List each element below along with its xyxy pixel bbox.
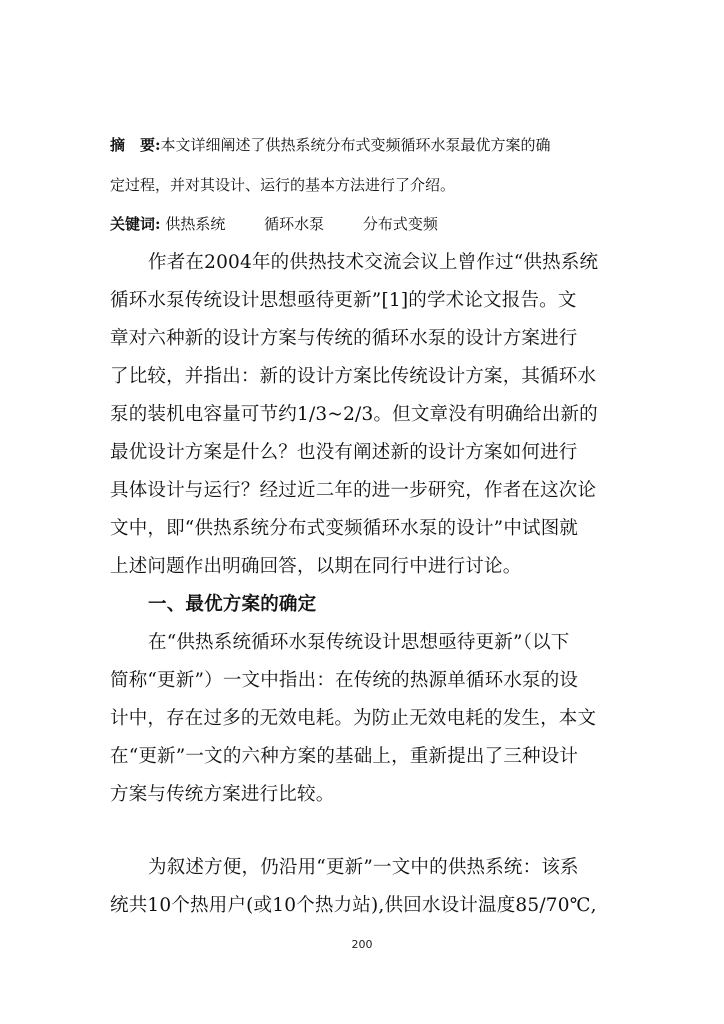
paragraph1-line-8: 文中，即“供热系统分布式变频循环水泵的设计”中试图就 <box>110 518 579 539</box>
keywords-label: 关键词: <box>110 215 161 233</box>
paragraph1-line-9: 上述问题作出明确回答，以期在同行中进行讨论。 <box>110 556 522 577</box>
paragraph1-line-5: 泵的装机电容量可节约1/3~2/3。但文章没有明确给出新的 <box>110 404 598 425</box>
section-heading: 一、最优方案的确定 <box>148 594 317 615</box>
page-number: 200 <box>351 938 373 951</box>
abstract-label: 摘 要: <box>110 136 161 154</box>
paragraph2-line-5: 方案与传统方案进行比较。 <box>110 784 335 805</box>
paragraph1-line-1: 作者在2004年的供热技术交流会议上曾作过“供热系统 <box>148 252 599 273</box>
abstract-line-2: 定过程，并对其设计、运行的基本方法进行了介绍。 <box>110 176 456 194</box>
keyword-3: 分布式变频 <box>362 215 438 233</box>
paragraph1-line-3: 章对六种新的设计方案与传统的循环水泵的设计方案进行 <box>110 328 578 349</box>
paragraph2-line-3: 计中，存在过多的无效电耗。为防止无效电耗的发生，本文 <box>110 708 597 729</box>
keyword-2: 循环水泵 <box>264 215 325 233</box>
paragraph1-line-7: 具体设计与运行？经过近二年的进一步研究，作者在这次论 <box>110 480 597 501</box>
abstract-line-1 <box>110 134 551 155</box>
paragraph3-line-1: 为叙述方便，仍沿用“更新”一文中的供热系统：该系 <box>148 857 579 878</box>
keyword-1: 供热系统 <box>165 215 226 233</box>
paragraph2-line-2: 简称“更新”）一文中指出：在传统的热源单循环水泵的设 <box>110 670 579 691</box>
paragraph2-line-4: 在“更新”一文的六种方案的基础上，重新提出了三种设计 <box>110 746 579 767</box>
paragraph2-line-1: 在“供热系统循环水泵传统设计思想亟待更新”（以下 <box>148 632 570 653</box>
paragraph1-line-4: 了比较，并指出：新的设计方案比传统设计方案，其循环水 <box>110 366 597 387</box>
paragraph1-line-2: 循环水泵传统设计思想亟待更新”[1]的学术论文报告。文 <box>110 290 577 311</box>
abstract-text-1: 本文详细阐述了供热系统分布式变频循环水泵最优方案的确 <box>160 136 551 154</box>
paragraph1-line-6: 最优设计方案是什么？也没有阐述新的设计方案如何进行 <box>110 442 578 463</box>
keywords-line <box>110 213 472 234</box>
paragraph3-line-2: 统共10个热用户(或10个热力站),供回水设计温度85/70℃, <box>110 895 597 916</box>
